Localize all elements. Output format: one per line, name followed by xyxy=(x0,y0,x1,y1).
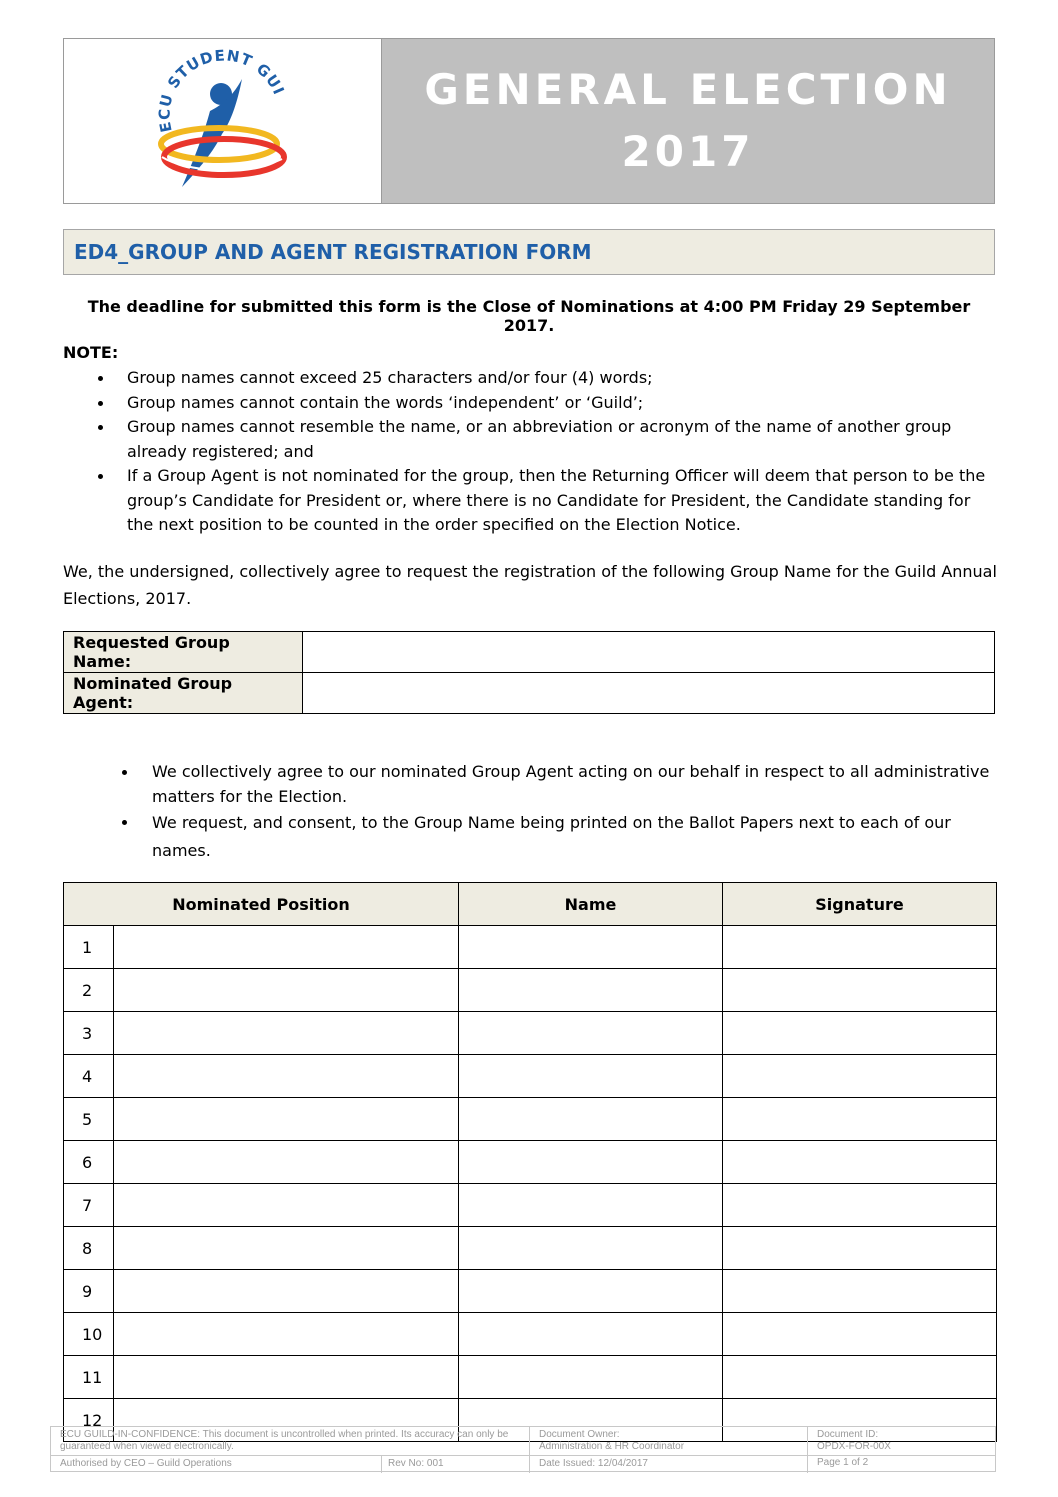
bullet-icon xyxy=(98,425,103,430)
row-number: 8 xyxy=(64,1227,114,1270)
svg-text:ECU STUDENT GUILD xyxy=(64,39,288,134)
name-cell[interactable] xyxy=(459,926,723,969)
group-name-label: Requested Group Name: xyxy=(64,632,303,673)
footer-confidence-note: ECU GUILD-IN-CONFIDENCE: This document is uncontrolled when printed. Its accuracy can only be guaranteed when viewed electronically. xyxy=(60,1429,509,1452)
position-cell[interactable] xyxy=(114,1356,459,1399)
row-number: 2 xyxy=(64,969,114,1012)
table-row xyxy=(64,1012,997,1055)
column-header-signature: Signature xyxy=(723,883,997,926)
deadline-notice: The deadline for submitted this form is the Close of Nominations at 4:00 PM Friday 29 September 2017. xyxy=(87,297,971,335)
row-number: 12 xyxy=(64,1399,114,1442)
list-item xyxy=(63,464,998,538)
table-row xyxy=(64,1184,997,1227)
group-request-table xyxy=(63,631,995,714)
position-cell[interactable] xyxy=(114,1184,459,1227)
group-agent-label: Nominated Group Agent: xyxy=(64,673,303,714)
table-row xyxy=(64,1141,997,1184)
position-cell[interactable] xyxy=(114,926,459,969)
name-cell[interactable] xyxy=(459,1270,723,1313)
signature-cell[interactable] xyxy=(723,1313,997,1356)
signature-cell[interactable] xyxy=(723,1270,997,1313)
footer-date-issued: Date Issued: 12/04/2017 xyxy=(539,1458,648,1469)
signature-cell[interactable] xyxy=(723,926,997,969)
logo-text: ECU STUDENT GUI xyxy=(155,46,289,134)
position-cell[interactable] xyxy=(114,1141,459,1184)
guild-logo xyxy=(64,39,382,203)
name-cell[interactable] xyxy=(459,1141,723,1184)
table-row xyxy=(64,1313,997,1356)
position-cell[interactable] xyxy=(114,1055,459,1098)
column-header-position: Nominated Position xyxy=(64,883,459,926)
row-number: 9 xyxy=(64,1270,114,1313)
column-header-name: Name xyxy=(459,883,723,926)
name-cell[interactable] xyxy=(459,1356,723,1399)
footer-page-number: Page 1 of 2 xyxy=(817,1457,869,1468)
note-heading: NOTE: xyxy=(63,343,119,362)
document-footer xyxy=(50,1426,996,1472)
bullet-icon xyxy=(98,474,103,479)
signature-cell[interactable] xyxy=(723,1184,997,1227)
signature-cell[interactable] xyxy=(723,1098,997,1141)
form-title: ED4_GROUP AND AGENT REGISTRATION FORM xyxy=(63,229,995,275)
footer-divider xyxy=(51,1455,995,1456)
group-name-field[interactable] xyxy=(303,632,995,673)
position-cell[interactable] xyxy=(114,969,459,1012)
note-text: If a Group Agent is not nominated for the group, then the Returning Officer will deem that person to be the group’s Candidate for President or, where there is no Candidate for President, the Candidate standing for the next position to be counted in the order specified on the Election Notice. xyxy=(127,466,986,534)
footer-id-label: Document ID: xyxy=(817,1429,879,1440)
name-cell[interactable] xyxy=(459,1055,723,1098)
bullet-icon xyxy=(122,820,127,825)
footer-owner-value: Administration & HR Coordinator xyxy=(539,1441,685,1452)
bullet-icon xyxy=(122,770,127,775)
election-title-line1: GENERAL ELECTION xyxy=(424,65,952,114)
note-text: Group names cannot exceed 25 characters and/or four (4) words; xyxy=(127,368,653,387)
position-cell[interactable] xyxy=(114,1313,459,1356)
signature-cell[interactable] xyxy=(723,1141,997,1184)
signature-cell[interactable] xyxy=(723,1356,997,1399)
table-row xyxy=(64,1055,997,1098)
guild-logo-graphic xyxy=(64,39,381,203)
bullet-icon xyxy=(98,401,103,406)
election-title xyxy=(382,39,994,203)
note-text: Group names cannot resemble the name, or an abbreviation or acronym of the name of another group already registered; and xyxy=(127,417,952,461)
footer-divider xyxy=(807,1427,808,1473)
footer-divider xyxy=(381,1455,382,1473)
footer-divider xyxy=(529,1427,530,1473)
signature-cell[interactable] xyxy=(723,1055,997,1098)
name-cell[interactable] xyxy=(459,1227,723,1270)
position-cell[interactable] xyxy=(114,1270,459,1313)
note-text: Group names cannot contain the words ‘independent’ or ‘Guild’; xyxy=(127,392,644,412)
signature-cell[interactable] xyxy=(723,1227,997,1270)
nomination-table xyxy=(63,882,997,1442)
footer-rev: Rev No: 001 xyxy=(388,1458,444,1469)
group-agent-field[interactable] xyxy=(303,673,995,714)
table-row xyxy=(64,673,995,714)
signature-cell[interactable] xyxy=(723,1012,997,1055)
footer-authorised: Authorised by CEO – Guild Operations xyxy=(60,1458,232,1469)
position-cell[interactable] xyxy=(114,1012,459,1055)
position-cell[interactable] xyxy=(114,1098,459,1141)
row-number: 10 xyxy=(64,1313,114,1356)
list-item xyxy=(63,391,998,416)
row-number: 4 xyxy=(64,1055,114,1098)
table-row xyxy=(64,1270,997,1313)
list-item xyxy=(63,760,998,809)
notes-list xyxy=(63,366,998,538)
row-number: 7 xyxy=(64,1184,114,1227)
table-header-row xyxy=(64,883,997,926)
row-number: 5 xyxy=(64,1098,114,1141)
list-item xyxy=(63,366,998,391)
agreement-text: We request, and consent, to the Group Name being printed on the Ballot Papers next to each of our names. xyxy=(152,813,951,860)
name-cell[interactable] xyxy=(459,1098,723,1141)
name-cell[interactable] xyxy=(459,969,723,1012)
position-cell[interactable] xyxy=(114,1227,459,1270)
bullet-icon xyxy=(98,376,103,381)
table-row xyxy=(64,1227,997,1270)
row-number: 6 xyxy=(64,1141,114,1184)
row-number: 1 xyxy=(64,926,114,969)
footer-owner-label: Document Owner: xyxy=(539,1429,620,1440)
name-cell[interactable] xyxy=(459,1313,723,1356)
signature-cell[interactable] xyxy=(723,969,997,1012)
list-item xyxy=(63,415,998,464)
name-cell[interactable] xyxy=(459,1012,723,1055)
footer-id-value: OPDX-FOR-00X xyxy=(817,1441,891,1452)
table-row xyxy=(64,926,997,969)
table-row xyxy=(64,1098,997,1141)
name-cell[interactable] xyxy=(459,1184,723,1227)
table-row xyxy=(64,969,997,1012)
document-header xyxy=(63,38,995,204)
election-title-year: 2017 xyxy=(621,127,755,176)
row-number: 11 xyxy=(64,1356,114,1399)
intro-paragraph: We, the undersigned, collectively agree to request the registration of the following Group Name for the Guild Annual Elections, 2017. xyxy=(63,562,997,608)
agreement-list xyxy=(63,760,998,865)
row-number: 3 xyxy=(64,1012,114,1055)
table-row xyxy=(64,632,995,673)
agreement-text: We collectively agree to our nominated Group Agent acting on our behalf in respect to all administrative matters for the Election. xyxy=(152,762,990,806)
list-item xyxy=(63,809,998,865)
table-row xyxy=(64,1356,997,1399)
